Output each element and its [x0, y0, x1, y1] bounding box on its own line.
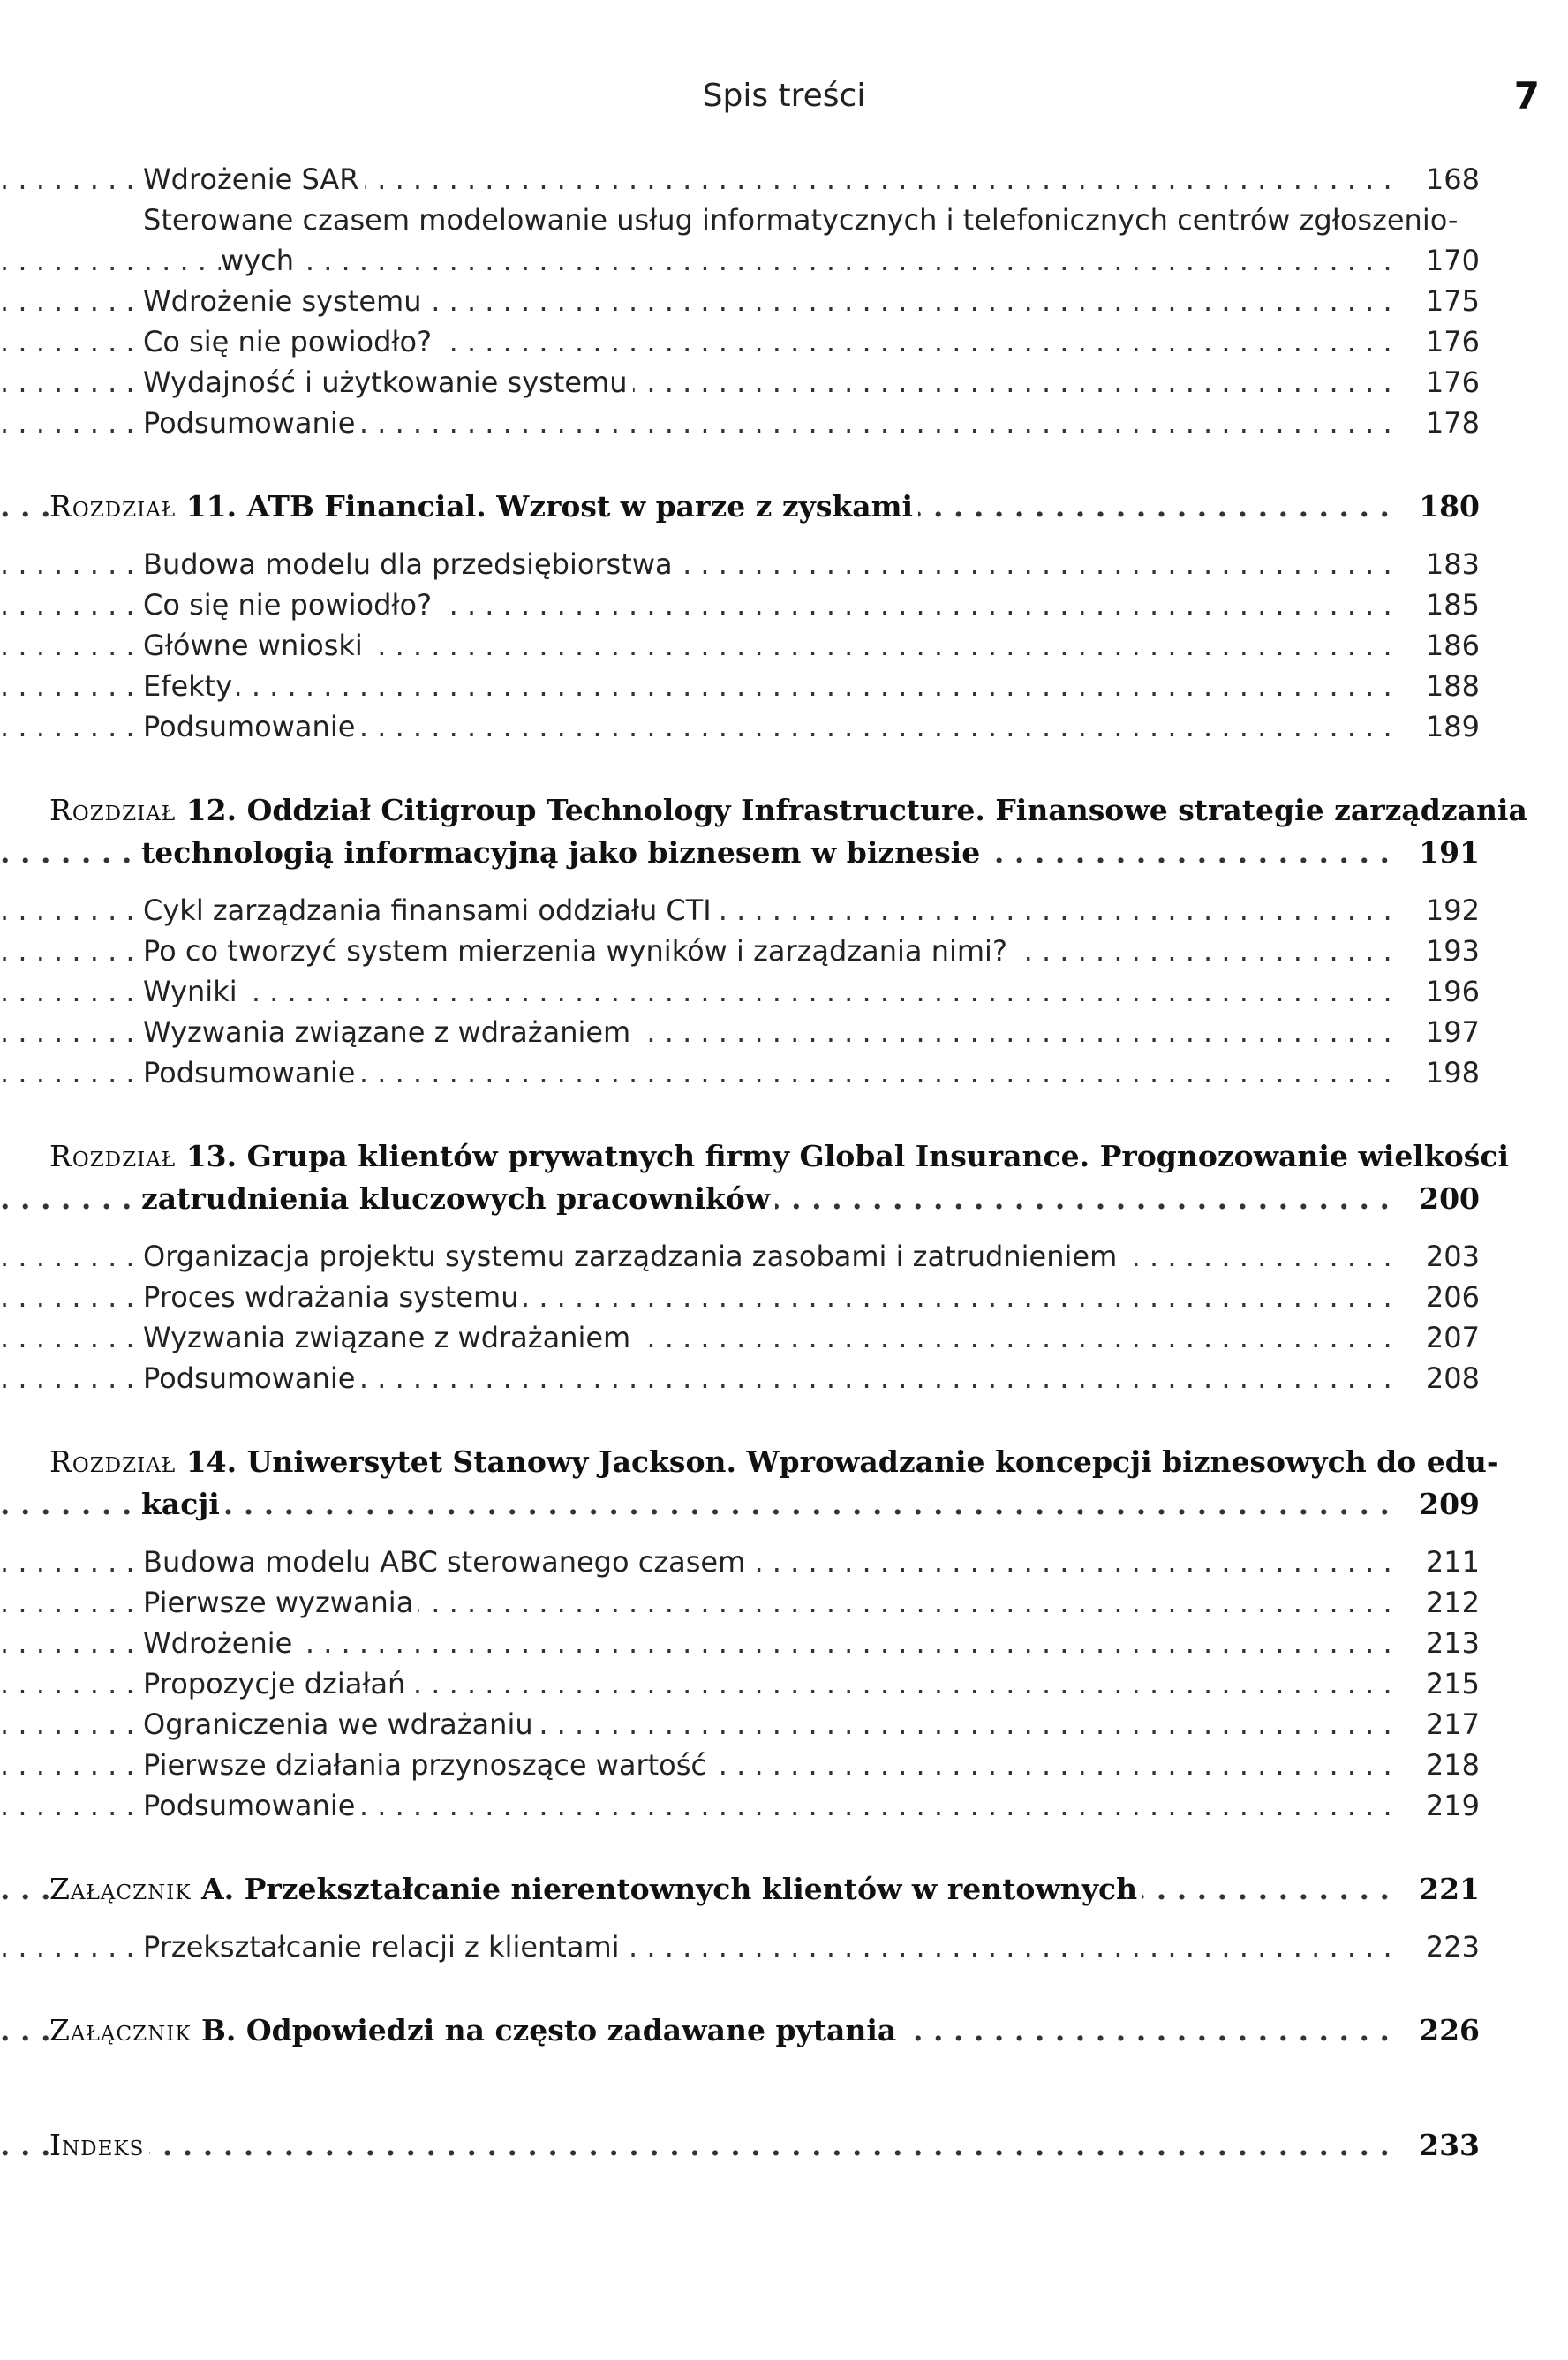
- toc-page: 176: [1400, 321, 1480, 362]
- toc-entry[interactable]: . . . Podsumowanie 219: [0, 1785, 1568, 1826]
- toc-page: 233: [1400, 2124, 1480, 2167]
- toc-entry[interactable]: Sterowane czasem modelowanie usług informatycznych i telefonicznych centrów zgłoszenio-: [0, 200, 1568, 240]
- toc-page: 175: [1400, 281, 1480, 321]
- toc-page: 196: [1400, 971, 1480, 1012]
- toc-entry[interactable]: . . . Wdrożenie SAR 168: [0, 159, 1568, 200]
- toc-page: 198: [1400, 1052, 1480, 1093]
- toc-entry[interactable]: . . . Wdrożenie systemu 175: [0, 281, 1568, 321]
- toc-entry[interactable]: . . . Przekształcanie relacji z klientami 223: [0, 1926, 1568, 1967]
- toc-page: 221: [1400, 1868, 1480, 1911]
- chapter-12-heading-cont[interactable]: . . . technologią informacyjną jako biznesem w biznesie 191: [0, 832, 1568, 874]
- toc-page: 178: [1400, 403, 1480, 443]
- toc-page: 197: [1400, 1012, 1480, 1052]
- toc-page: 188: [1400, 666, 1480, 706]
- toc-page: 213: [1400, 1623, 1480, 1663]
- toc-page: 185: [1400, 584, 1480, 625]
- chapter-14-heading-cont[interactable]: . . . kacji 209: [0, 1483, 1568, 1526]
- appendix-b-heading[interactable]: . . . Załącznik B. Odpowiedzi na często zadawane pytania 226: [0, 2009, 1568, 2052]
- toc-entry[interactable]: . . . Wyzwania związane z wdrażaniem 207: [0, 1317, 1568, 1358]
- toc-page: 211: [1400, 1542, 1480, 1582]
- running-title: Spis treści: [702, 78, 866, 114]
- toc-entry[interactable]: . . . Wyniki 196: [0, 971, 1568, 1012]
- toc-entry[interactable]: . . . Podsumowanie 178: [0, 403, 1568, 443]
- toc-entry[interactable]: . . . Efekty 188: [0, 666, 1568, 706]
- toc-page: 168: [1400, 159, 1480, 200]
- toc-page: 208: [1400, 1358, 1480, 1399]
- appendix-a-heading[interactable]: . . . Załącznik A. Przekształcanie nierentownych klientów w rentownych 221: [0, 1868, 1568, 1911]
- table-of-contents: [0, 159, 1568, 2167]
- toc-page: 219: [1400, 1785, 1480, 1826]
- toc-entry[interactable]: . . . Co się nie powiodło? 185: [0, 584, 1568, 625]
- toc-page: 209: [1400, 1483, 1480, 1526]
- toc-entry[interactable]: . . . Proces wdrażania systemu 206: [0, 1277, 1568, 1317]
- toc-entry[interactable]: . . . Wdrożenie 213: [0, 1623, 1568, 1663]
- toc-page: 183: [1400, 544, 1480, 584]
- toc-entry[interactable]: . . . Główne wnioski 186: [0, 625, 1568, 666]
- toc-entry[interactable]: . . . Pierwsze wyzwania 212: [0, 1582, 1568, 1623]
- toc-entry[interactable]: . . . Pierwsze działania przynoszące wartość 218: [0, 1745, 1568, 1785]
- toc-page: 192: [1400, 890, 1480, 931]
- chapter-12-heading[interactable]: Rozdział 12. Oddział Citigroup Technology Infrastructure. Finansowe strategie zarządzania: [0, 789, 1568, 832]
- toc-entry[interactable]: . . . Organizacja projektu systemu zarządzania zasobami i zatrudnieniem 203: [0, 1236, 1568, 1277]
- toc-entry[interactable]: . . . Ograniczenia we wdrażaniu 217: [0, 1704, 1568, 1745]
- chapter-13-heading[interactable]: Rozdział 13. Grupa klientów prywatnych firmy Global Insurance. Prognozowanie wielkości: [0, 1135, 1568, 1178]
- toc-page: 207: [1400, 1317, 1480, 1358]
- toc-entry[interactable]: . . . Budowa modelu ABC sterowanego czasem 211: [0, 1542, 1568, 1582]
- toc-page: 203: [1400, 1236, 1480, 1277]
- toc-entry[interactable]: . . . Cykl zarządzania finansami oddziału CTI 192: [0, 890, 1568, 931]
- page-number: 7: [1513, 74, 1540, 117]
- toc-entry[interactable]: . . . Wydajność i użytkowanie systemu 176: [0, 362, 1568, 403]
- toc-entry[interactable]: . . . Po co tworzyć system mierzenia wyników i zarządzania nimi? 193: [0, 931, 1568, 971]
- index-heading[interactable]: . . . Indeks 233: [0, 2124, 1568, 2167]
- toc-entry[interactable]: . . . Co się nie powiodło? 176: [0, 321, 1568, 362]
- chapter-14-heading[interactable]: Rozdział 14. Uniwersytet Stanowy Jackson. Wprowadzanie koncepcji biznesowych do edu-: [0, 1441, 1568, 1483]
- toc-page: 170: [1400, 240, 1480, 281]
- chapter-13-heading-cont[interactable]: . . . zatrudnienia kluczowych pracowników 200: [0, 1178, 1568, 1220]
- toc-entry[interactable]: . . . Budowa modelu dla przedsiębiorstwa 183: [0, 544, 1568, 584]
- toc-page: 217: [1400, 1704, 1480, 1745]
- toc-page: 212: [1400, 1582, 1480, 1623]
- toc-entry[interactable]: . . . Podsumowanie 198: [0, 1052, 1568, 1093]
- toc-entry[interactable]: . . . wych 170: [0, 240, 1568, 281]
- toc-page: 218: [1400, 1745, 1480, 1785]
- toc-entry[interactable]: . . . Podsumowanie 208: [0, 1358, 1568, 1399]
- toc-entry[interactable]: . . . Podsumowanie 189: [0, 706, 1568, 747]
- toc-entry[interactable]: . . . Propozycje działań 215: [0, 1663, 1568, 1704]
- toc-page: 226: [1400, 2009, 1480, 2052]
- toc-page: 193: [1400, 931, 1480, 971]
- toc-page: 186: [1400, 625, 1480, 666]
- toc-page: 180: [1400, 486, 1480, 528]
- toc-page: 223: [1400, 1926, 1480, 1967]
- toc-page: 200: [1400, 1178, 1480, 1220]
- toc-page: 191: [1400, 832, 1480, 874]
- toc-page: 215: [1400, 1663, 1480, 1704]
- toc-page: 189: [1400, 706, 1480, 747]
- toc-page: 206: [1400, 1277, 1480, 1317]
- chapter-11-heading[interactable]: . . . Rozdział 11. ATB Financial. Wzrost w parze z zyskami 180: [0, 486, 1568, 528]
- toc-page: 176: [1400, 362, 1480, 403]
- toc-entry[interactable]: . . . Wyzwania związane z wdrażaniem 197: [0, 1012, 1568, 1052]
